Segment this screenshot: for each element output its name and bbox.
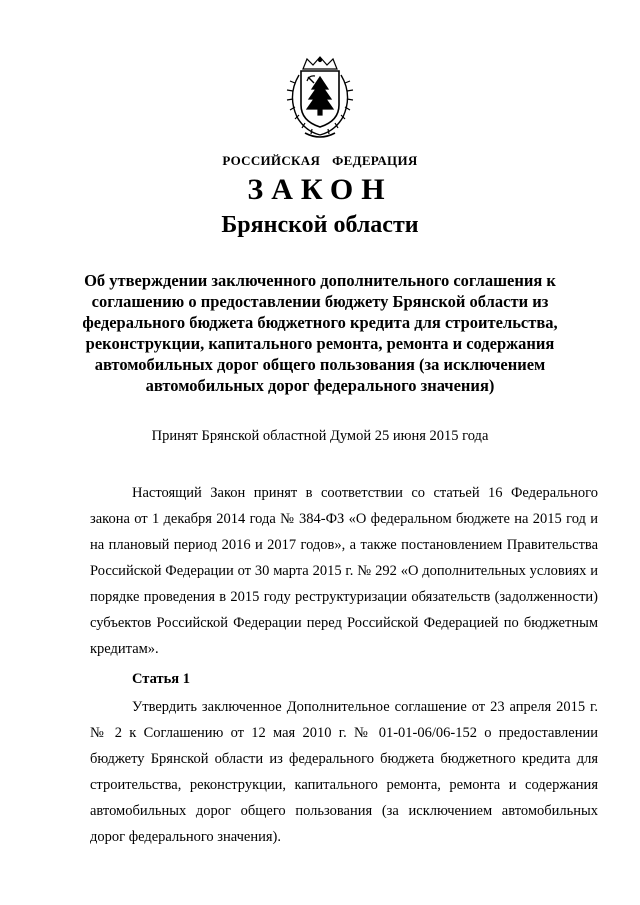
document-body — [90, 480, 598, 850]
country-word-2: ФЕДЕРАЦИЯ — [332, 153, 418, 168]
article-paragraph: Утвердить заключенное Дополнительное соглашение от 23 апреля 2015 г. № 2 к Соглашению от 12 мая 2010 г. № 01-01-06/06-152 о предоставлении бюджету Брянской области из федерального бюджета бюджетного кредита для строительства, реконструкции, капитального ремонта, ремонта и содержания автомобильных дорог общего пользования (за исключением автомобильных дорог федерального значения). — [90, 699, 598, 845]
country-heading — [0, 153, 640, 169]
country-word-1: РОССИЙСКАЯ — [222, 153, 321, 168]
law-title: Об утверждении заключенного дополнительного соглашения к соглашению о предоставлении бюджету Брянской области из федерального бюджета бюджетного кредита для строительства, реконструкции, капитального ремонта, ремонта и содержания автомобильных дорог общего пользования (за исключением автомобильных дорог федерального значения) — [82, 271, 558, 395]
law-heading: ЗАКОН — [247, 173, 393, 206]
adoption-note: Принят Брянской областной Думой 25 июня 2015 года — [151, 428, 489, 444]
article-heading: Статья 1 — [132, 671, 190, 687]
preamble-paragraph: Настоящий Закон принят в соответствии со статьей 16 Федерального закона от 1 декабря 2014 года № 384-ФЗ «О федеральном бюджете на 2015 год и на плановый период 2016 и 2017 годов», а также постановлением Правительства Российской Федерации от 30 марта 2015 г. № 292 «О дополнительных условиях и порядке проведения в 2015 году реструктуризации обязательств (задолженности) субъектов Российской Федерации перед Российской Федерацией по бюджетным кредитам». — [90, 485, 598, 657]
region-heading: Брянской области — [221, 212, 419, 238]
coat-of-arms-icon — [281, 55, 359, 141]
